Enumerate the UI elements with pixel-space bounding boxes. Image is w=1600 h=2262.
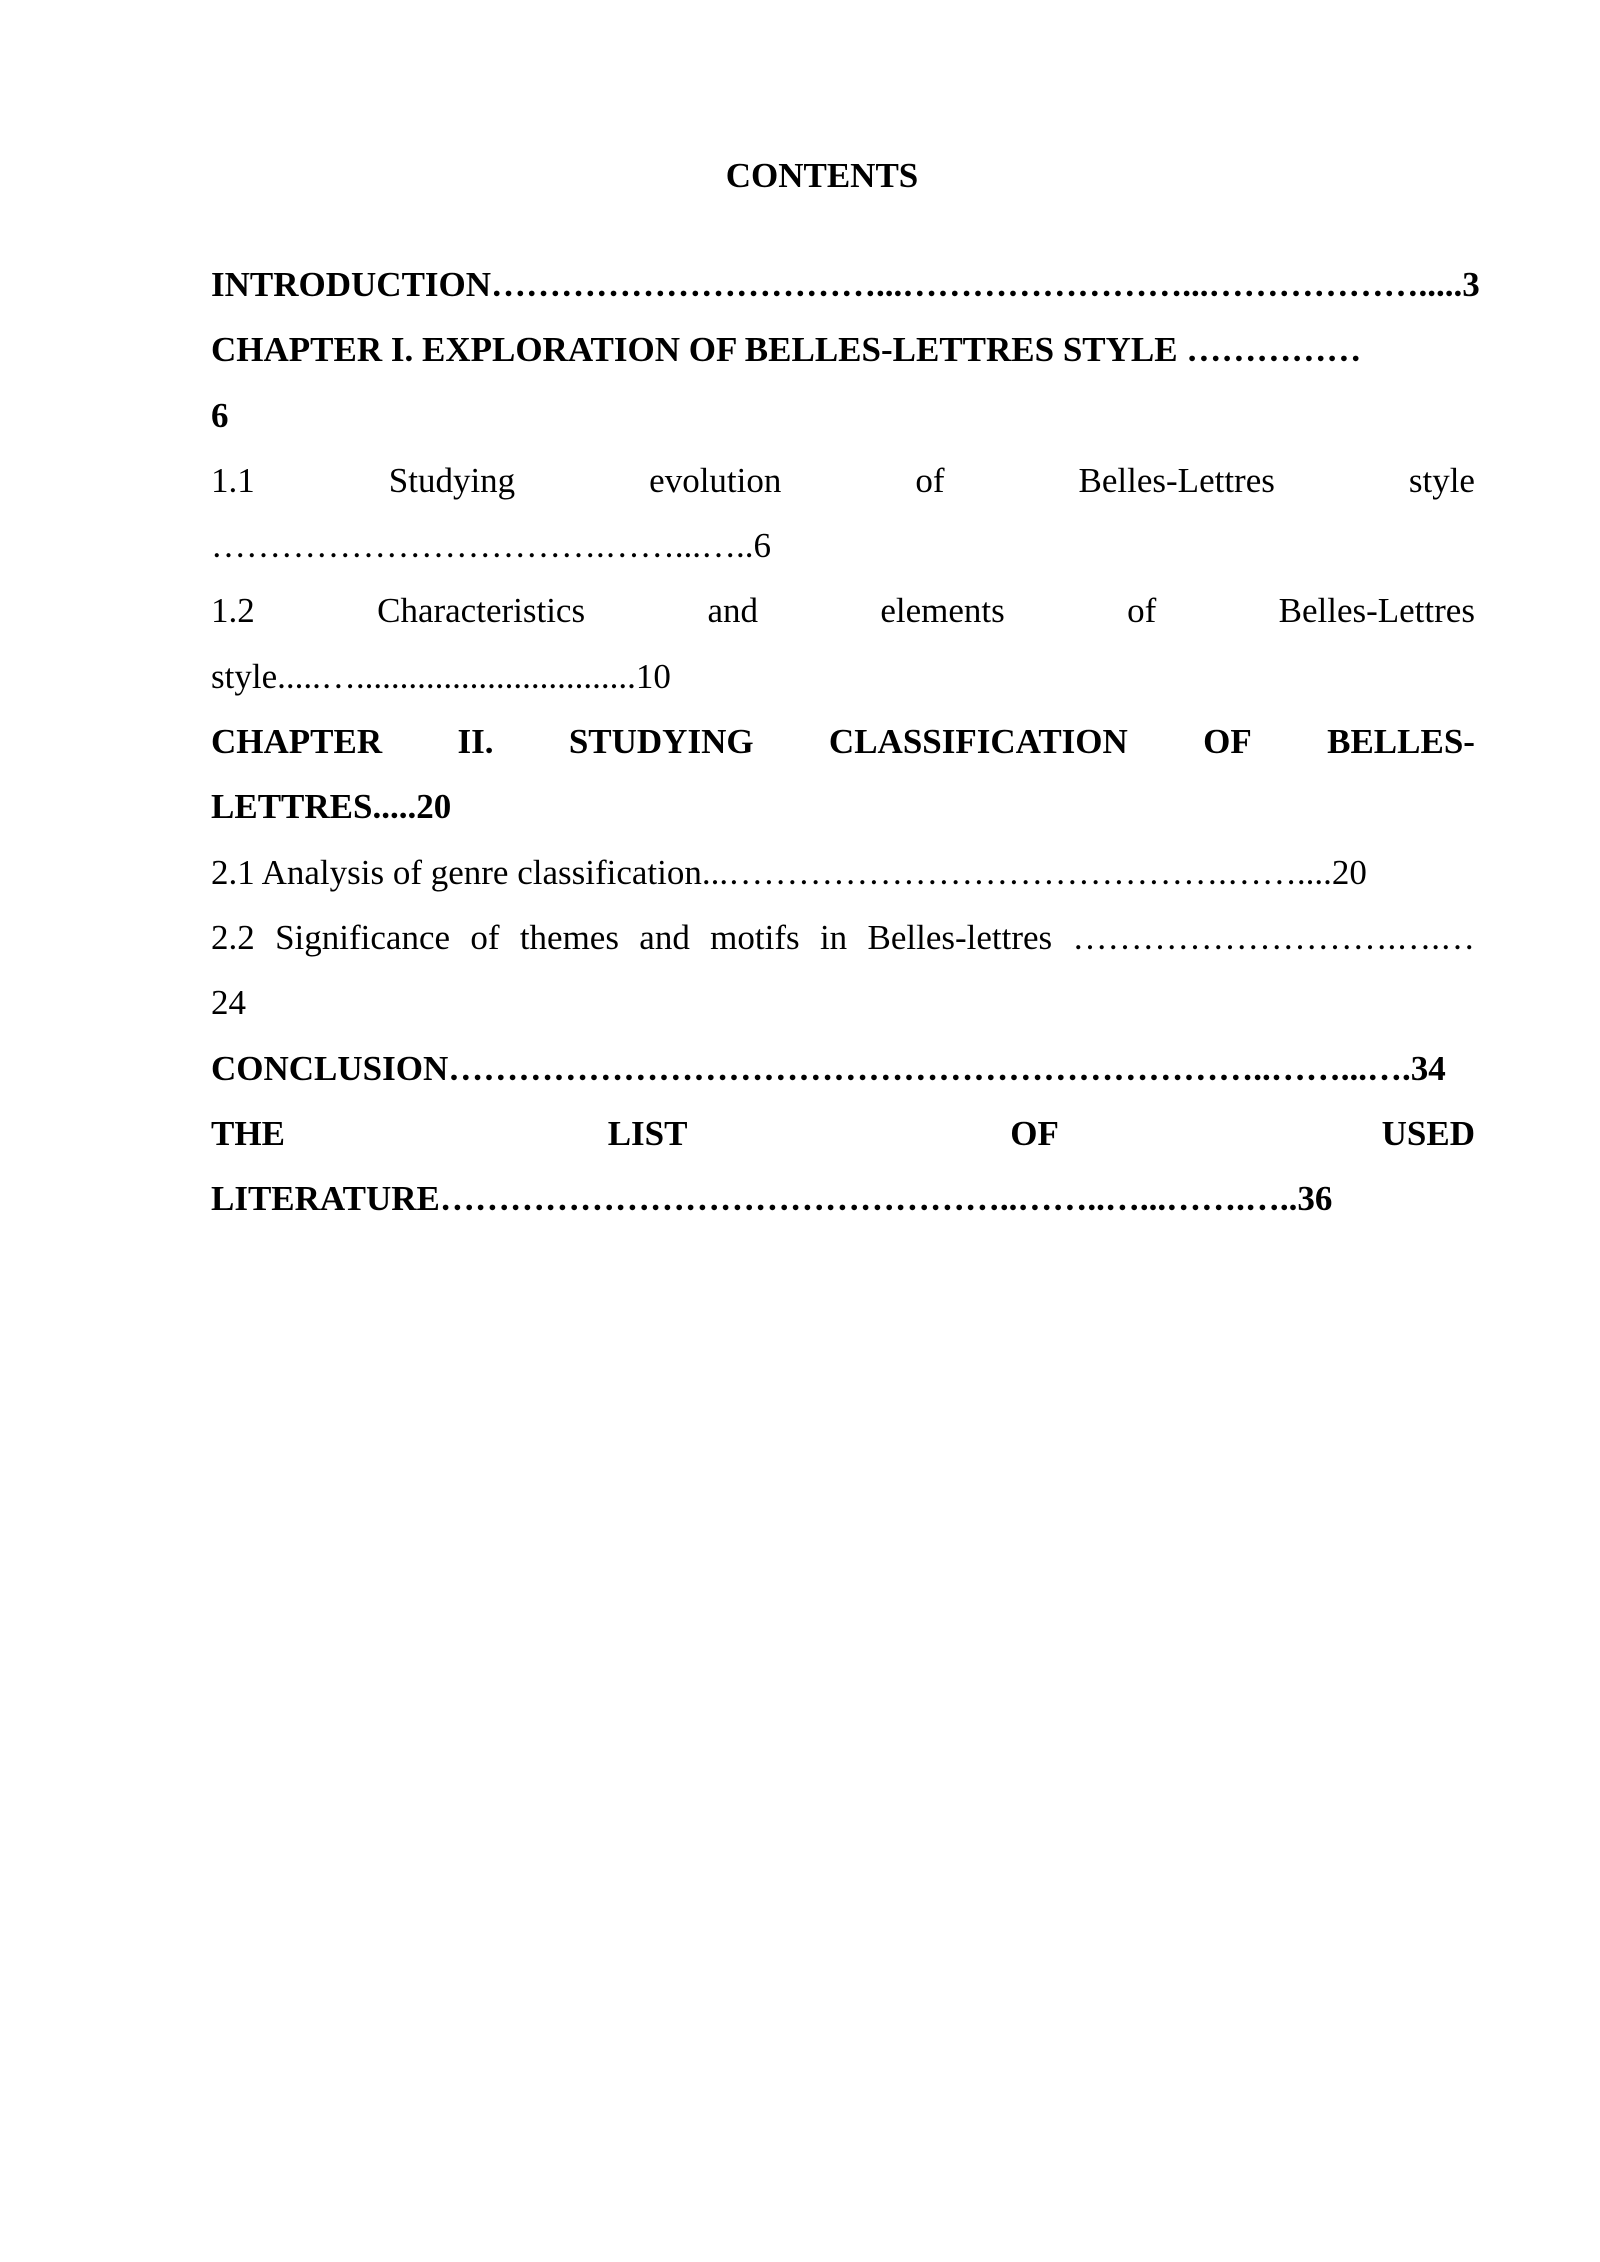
toc-line: LITERATURE…………………………………………..……..…...…….…..36 bbox=[211, 1179, 1333, 1219]
toc-word: II. bbox=[457, 722, 494, 762]
toc-word: 1.1 bbox=[211, 460, 255, 500]
toc-line: INTRODUCTION……………………………...……………………...……………….....3 bbox=[211, 265, 1480, 304]
toc-line bbox=[211, 448, 1475, 513]
toc-word: Studying bbox=[388, 460, 516, 500]
toc-word: evolution bbox=[649, 460, 782, 500]
toc-word: OF bbox=[1203, 722, 1252, 762]
toc-line bbox=[211, 709, 1475, 774]
toc-line: LETTRES.....20 bbox=[211, 787, 452, 827]
toc-line: 24 bbox=[211, 983, 246, 1023]
toc-word: OF bbox=[1010, 1113, 1059, 1153]
toc-word: 2.2 bbox=[211, 917, 255, 957]
toc-line: 6 bbox=[211, 395, 229, 435]
contents-title: CONTENTS bbox=[725, 156, 919, 195]
toc-word: style bbox=[1408, 460, 1475, 500]
toc-word: THE bbox=[211, 1113, 285, 1153]
toc-line: style.....…................................10 bbox=[211, 656, 671, 696]
toc-word: of bbox=[915, 460, 945, 500]
toc-entry-literature bbox=[211, 1101, 1475, 1232]
toc-line bbox=[211, 905, 1475, 970]
toc-word: LIST bbox=[607, 1113, 688, 1153]
toc-word: CHAPTER bbox=[211, 722, 383, 762]
toc-entry-2-1 bbox=[211, 840, 1475, 905]
toc-word: motifs bbox=[710, 917, 800, 957]
toc-word: Significance bbox=[275, 917, 451, 957]
toc-word: Belles-lettres bbox=[867, 917, 1053, 957]
toc-word: in bbox=[819, 917, 848, 957]
toc-entry-conclusion bbox=[211, 1036, 1475, 1101]
toc-line: CONCLUSION……………………………………………………………..……...….34 bbox=[211, 1048, 1446, 1088]
toc-line-text: CHAPTER I. EXPLORATION OF BELLES-LETTRES STYLE …………… bbox=[211, 330, 1362, 370]
toc-word: CLASSIFICATION bbox=[828, 722, 1128, 762]
toc-word: USED bbox=[1381, 1113, 1475, 1153]
toc-entry-2-2 bbox=[211, 905, 1475, 1036]
toc-word: and bbox=[639, 917, 690, 957]
table-of-contents bbox=[211, 252, 1480, 1231]
toc-word: of bbox=[1127, 591, 1157, 631]
toc-word: Belles-Lettres bbox=[1078, 460, 1275, 500]
toc-word: and bbox=[707, 591, 758, 631]
toc-entry-1-2 bbox=[211, 578, 1475, 709]
toc-line: …………………………….……...…..6 bbox=[211, 526, 771, 566]
toc-word: themes bbox=[519, 917, 619, 957]
toc-word: ……………………….….… bbox=[1072, 917, 1475, 957]
toc-line bbox=[211, 317, 1475, 382]
toc-word: BELLES- bbox=[1327, 722, 1475, 762]
toc-word: Belles-Lettres bbox=[1278, 591, 1475, 631]
toc-word: of bbox=[470, 917, 500, 957]
toc-entry-chapter-2 bbox=[211, 709, 1475, 840]
toc-word: elements bbox=[880, 591, 1005, 631]
toc-word: Characteristics bbox=[377, 591, 586, 631]
toc-entry-chapter-1 bbox=[211, 317, 1475, 448]
toc-line: 2.1 Analysis of genre classification...…………………………………….……....20 bbox=[211, 852, 1367, 892]
toc-line bbox=[211, 578, 1475, 643]
toc-entry-1-1 bbox=[211, 448, 1475, 579]
toc-entry-introduction bbox=[211, 252, 1480, 317]
toc-line bbox=[211, 1101, 1475, 1166]
toc-word: 1.2 bbox=[211, 591, 255, 631]
toc-word: STUDYING bbox=[568, 722, 754, 762]
